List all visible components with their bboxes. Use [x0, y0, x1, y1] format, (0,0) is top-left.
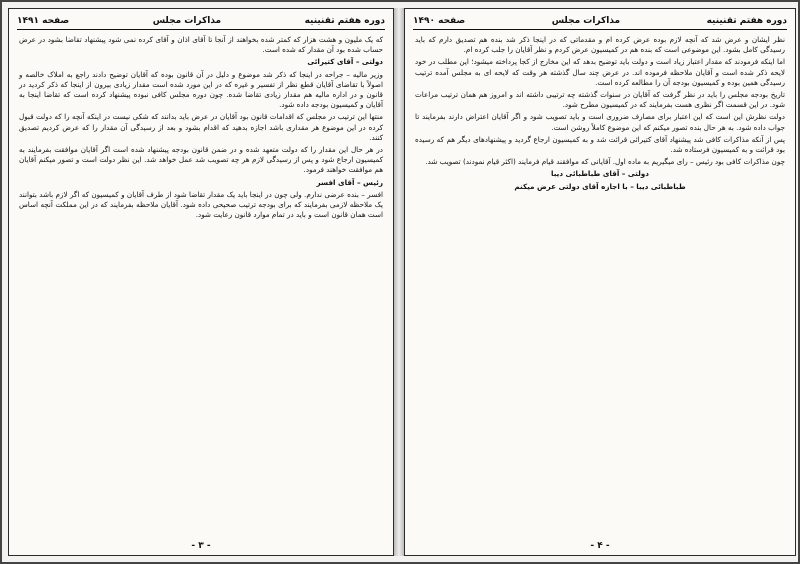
right-page: [404, 8, 796, 556]
right-page-footer: - ۴ -: [590, 541, 610, 551]
left-page-header: [17, 13, 385, 30]
speaker-signature: طباطبائی دیبا – با اجازه آقای دولتی عرض میکنم: [514, 181, 686, 191]
paragraph: دولت نظرش این است که این اعتبار برای مصارف ضروری است و باید تصویب شود و اگر آقایان اعتراض دارند بفرمایند تا جواب داده شود. به هر حال بنده تصور میکنم که این موضوع کاملاً روشن است.: [415, 112, 785, 132]
speaker-heading: دولتی – آقای کتیرائی: [307, 57, 383, 67]
paragraph: اما اینکه فرمودند که مقدار اعتبار زیاد است و دولت باید توضیح بدهد که این مخارج از کجا پرداخته میشود؛ این مطلب در خود لایحه ذکر شده است و آقایان ملاحظه فرموده اند. در عرض چند سال گذشته هر وقت که لایحه ای به مجلس آمده ترتیب رسیدگی همین بوده و کمیسیون بودجه آن را مطالعه کرده است.: [415, 57, 785, 87]
paragraph: که یک ملیون و هشت هزار که کمتر شده بخواهند از آنجا تا آقای اذان و آقای کرده نمی شود پیشنهاد تقاضا بشود در عرض حساب شده بود آن مقدار که شده است.: [19, 35, 383, 55]
paragraph: وزیر مالیه – جراحه در اینجا که ذکر شد موضوع و دلیل در آن قانون بوده که آقایان توضیح دادند راجع به املاک خالصه و اصولاً با تقاضای آقایان قطع نظر از تفسیر و غیره که در این مورد شده است مقدار زیادی بیرون از اینجا که ذکر کردید در قانون و در اداره مالیه هم مقدار زیادی تقاضا شده. چون دوره مجلس کافی نبوده پیشنهاد کرده است که تقاضا اینجا به آقایان و کمیسیون بودجه داده شود.: [19, 69, 383, 110]
left-page-number: صفحه ۱۴۹۱: [17, 16, 70, 26]
speaker-signature: دولتی – آقای طباطبائی دیبا: [551, 169, 649, 179]
paragraph: در هر حال این مقدار را که دولت متعهد شده و در ضمن قانون بودجه پیشنهاد شده است اگر آقایان موافقت بفرمایند به کمیسیون ارجاع شود و پس از رسیدگی لازم هر چه تصویب شد عمل خواهد شد. این نظر دولت است و تصور میکنم آقایان هم موافقت خواهند فرمود.: [19, 145, 383, 175]
paragraph: پس از آنکه مذاکرات کافی شد پیشنهاد آقای کتیرائی قرائت شد و به کمیسیون ارجاع گردید و پیشنهادهای دیگر هم که رسیده بود قرائت و به کمیسیون فرستاده شد.: [415, 134, 785, 155]
speaker-heading: رئیس – آقای افسر: [316, 177, 383, 187]
book-gutter: [394, 8, 404, 556]
left-page-body: [19, 35, 383, 535]
paragraph: افسر – بنده عرضی ندارم. ولی چون در اینجا باید یک مقدار تقاضا شود از طرف آقایان و کمیسیون که اگر لازم باشد بتوانند یک ملاحظه لازمی بفرمایند که برای بودجه ترتیب صحیحی داده شود. آقایان ملاحظه بفرمایند که در این مملکت آنچه اساس است همان قانون است و باید در تمام موارد قانون رعایت شود.: [19, 189, 383, 220]
left-page-footer: - ۳ -: [191, 541, 211, 551]
left-page: [8, 8, 394, 556]
right-page-title: مذاکرات مجلس: [551, 16, 621, 26]
right-page-body: [415, 35, 785, 535]
right-page-number: صفحه ۱۴۹۰: [413, 16, 466, 26]
paragraph: منتها این ترتیب در مجلس که اقدامات قانون بود آقایان در عرض باید بدانند که شکی نیست در اینکه آنچه را که دولت قبول کرده در این موضوع هر مقداری باشد اجازه بدهید که اقدام بشود و بعد از رسیدگی آن مقدار را که عرض کردیم تصدیق کنند.: [19, 112, 383, 142]
paragraph: چون مذاکرات کافی بود رئیس – رای میگیریم به ماده اول. آقایانی که موافقند قیام فرمایند (اکثر قیام نمودند) تصویب شد.: [425, 157, 785, 167]
right-page-header: [413, 13, 787, 30]
left-page-session: دوره هفتم تقنینیه: [304, 16, 385, 26]
paragraph: تاریخ بودجه مجلس را باید در نظر گرفت که آقایان در سنوات گذشته چه ترتیبی داشته اند و امروز هم همان ترتیب مراعات شود. در این قسمت اگر نظری هست بفرمایند که در کمیسیون مطرح شود.: [415, 90, 785, 110]
right-page-session: دوره هفتم تقنینیه: [706, 16, 787, 26]
left-page-title: مذاکرات مجلس: [152, 16, 222, 26]
paragraph: نظر ایشان و عرض شد که آنچه لازم بوده عرض کرده ام و مقدماتی که در اینجا ذکر شد بنده هم تصدیق دارم که باید رسیدگی کامل بشود. این موضوعی است که بنده هم در کمیسیون عرض کردم و نظر آقایان را جلب کرده ام.: [415, 35, 785, 55]
